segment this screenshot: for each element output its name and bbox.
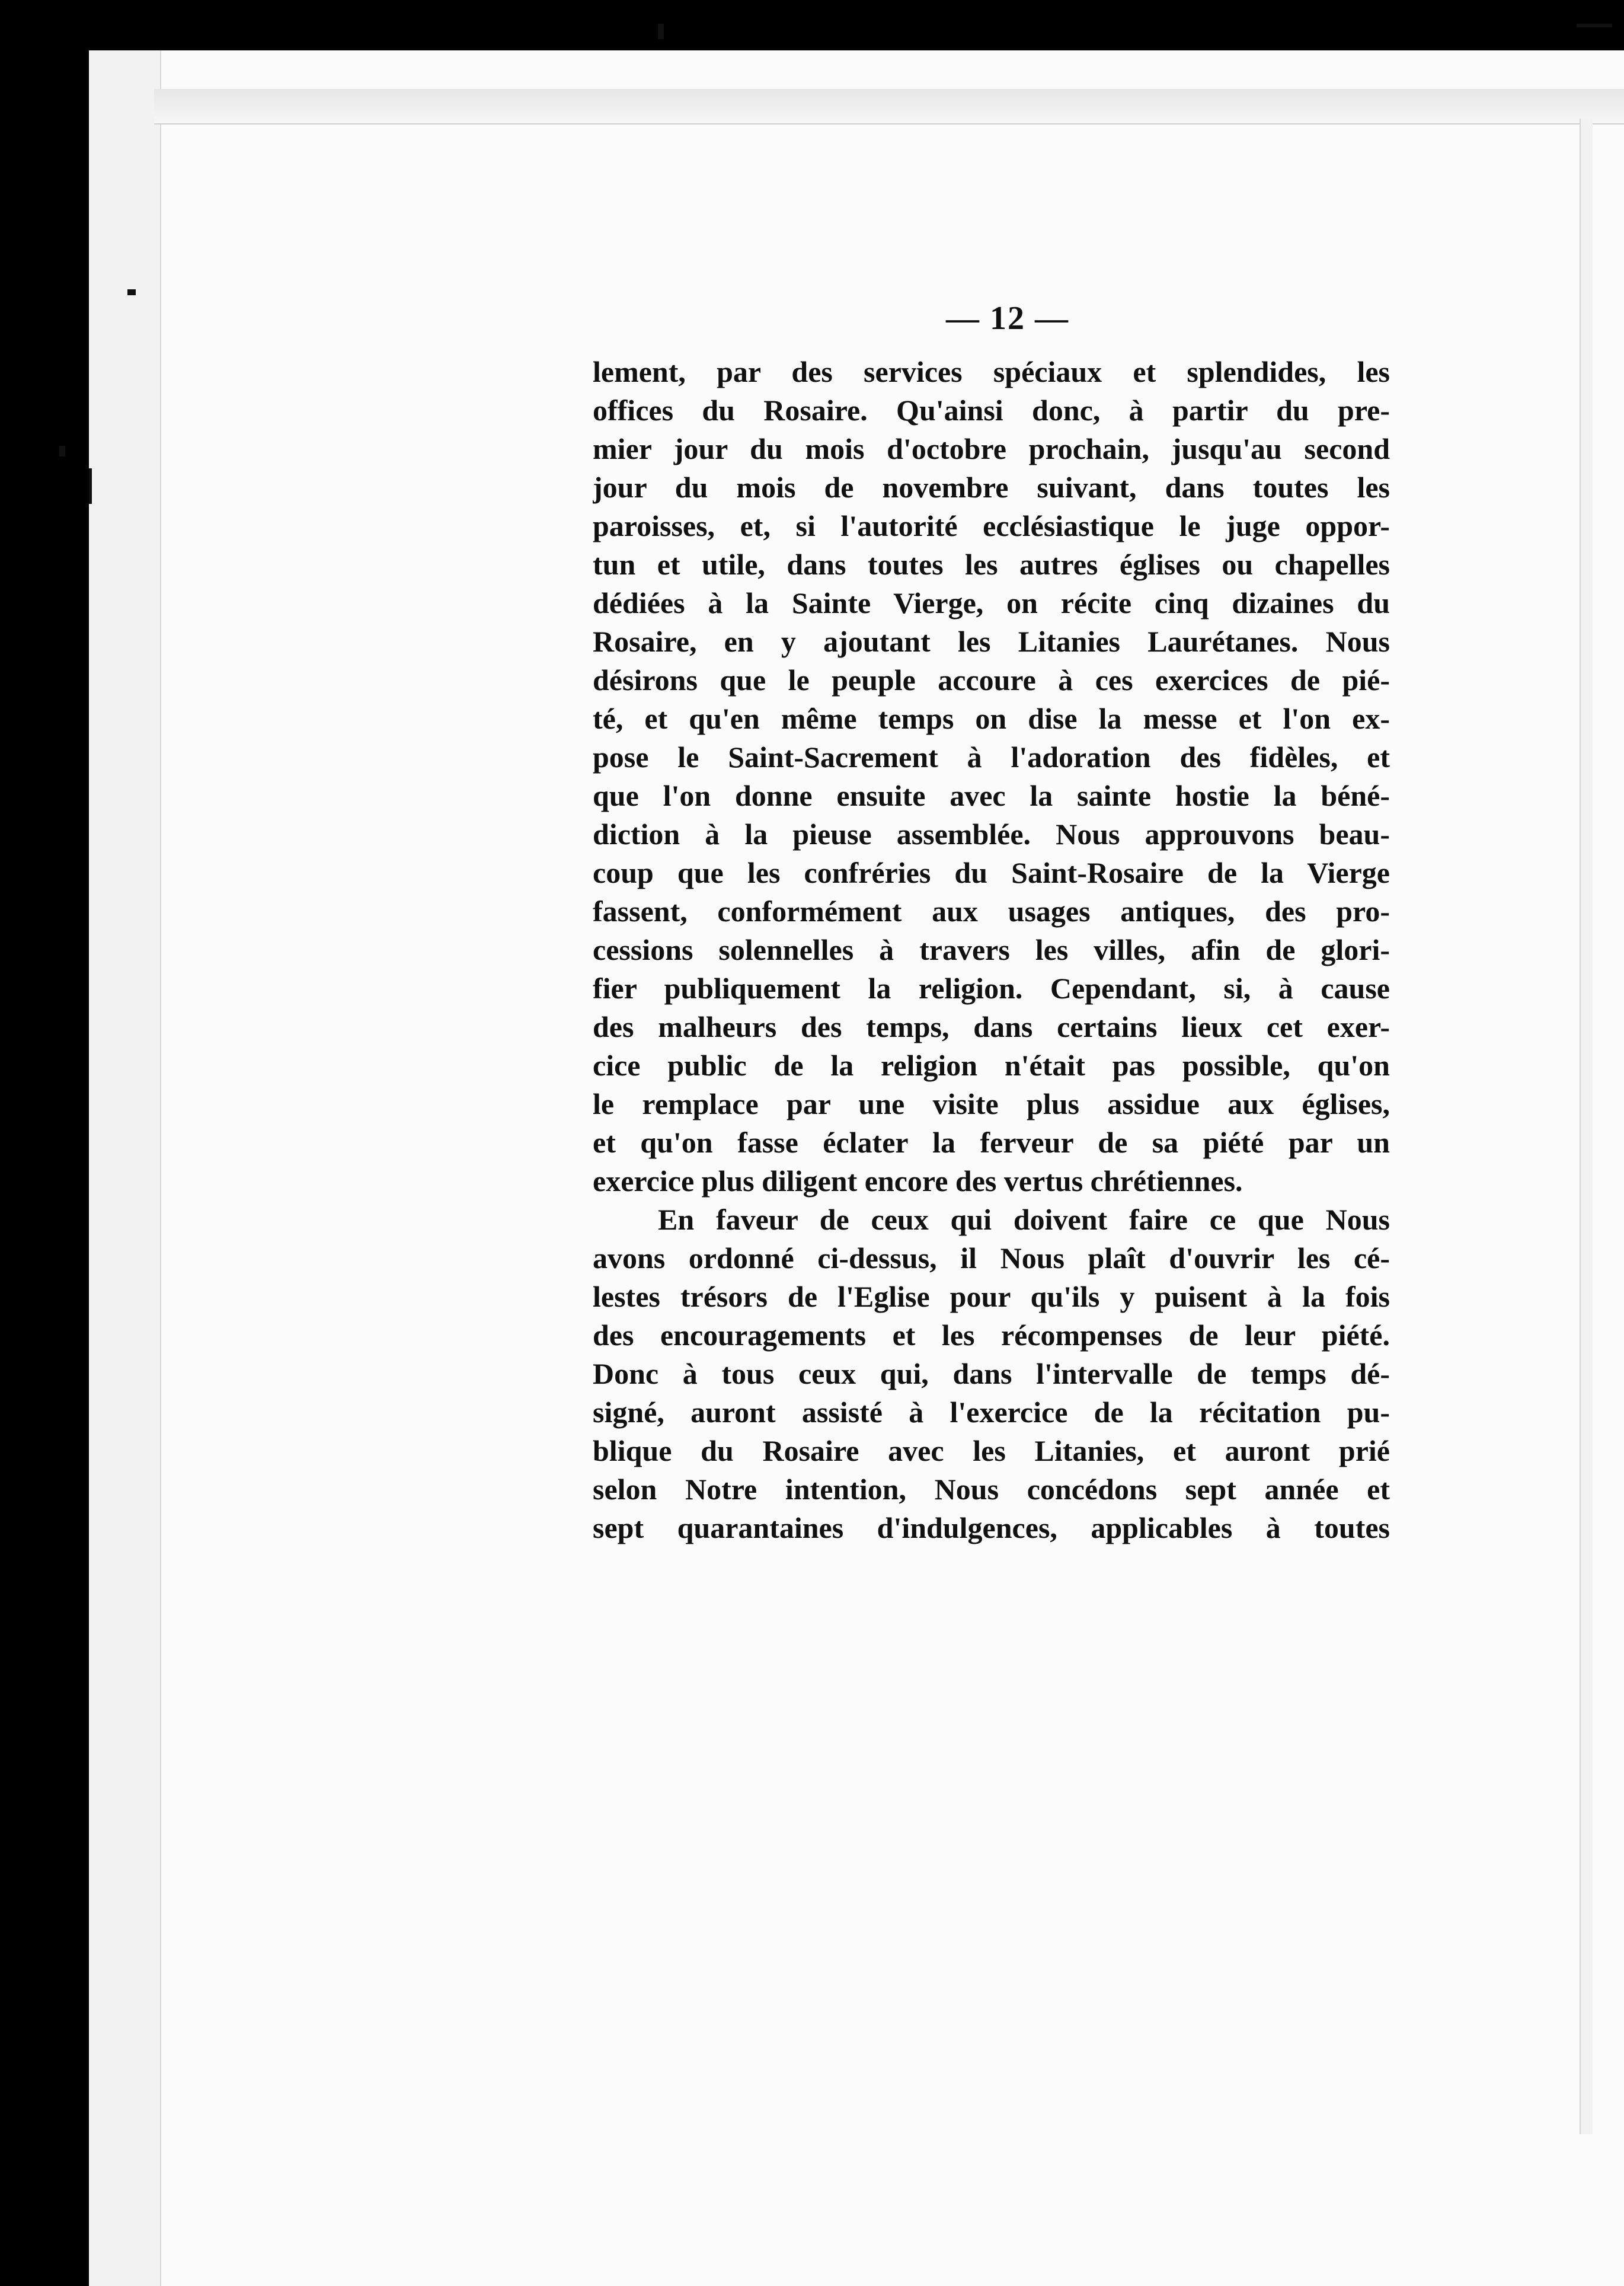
text-line: Donc à tous ceux qui, dans l'intervalle de temps dé- (593, 1357, 1390, 1390)
text-line: mier jour du mois d'octobre prochain, jusqu'au second (593, 432, 1390, 465)
text-line: diction à la pieuse assemblée. Nous approuvons beau- (593, 818, 1390, 851)
text-line: fier publiquement la religion. Cependant, si, à cause (593, 972, 1390, 1005)
text-line: pose le Saint-Sacrement à l'adoration des fidèles, et (593, 740, 1390, 774)
text-line: le remplace par une visite plus assidue aux églises, (593, 1087, 1390, 1120)
text-line: et qu'on fasse éclater la ferveur de sa piété par un (593, 1126, 1390, 1159)
text-line: signé, auront assisté à l'exercice de la récitation pu- (593, 1396, 1390, 1429)
scan-speck (89, 468, 92, 504)
page-right-edge (1580, 119, 1593, 2134)
scan-speck (658, 24, 664, 39)
text-line: que l'on donne ensuite avec la sainte hostie la béné- (593, 779, 1390, 812)
text-line: tun et utile, dans toutes les autres églises ou chapelles (593, 548, 1390, 581)
scan-speck (1577, 24, 1612, 27)
text-line: sept quarantaines d'indulgences, applicables à toutes (593, 1511, 1390, 1544)
scan-speck (59, 446, 65, 456)
text-line: fassent, conformément aux usages antiques, des pro- (593, 895, 1390, 928)
page-number: — 12 — (946, 300, 1069, 337)
text-line: offices du Rosaire. Qu'ainsi donc, à partir du pre- (593, 394, 1390, 427)
text-line: En faveur de ceux qui doivent faire ce que Nous (658, 1203, 1390, 1236)
text-line: désirons que le peuple accoure à ces exercices de pié- (593, 663, 1390, 697)
text-line: Rosaire, en y ajoutant les Litanies Laurétanes. Nous (593, 625, 1390, 658)
text-line: paroisses, et, si l'autorité ecclésiastique le juge oppor- (593, 509, 1390, 542)
text-line: dédiées à la Sainte Vierge, on récite cinq dizaines du (593, 586, 1390, 620)
page-top-sheet-edges (154, 89, 1624, 124)
text-line: blique du Rosaire avec les Litanies, et auront prié (593, 1434, 1390, 1467)
text-line: lestes trésors de l'Eglise pour qu'ils y puisent à la fois (593, 1280, 1390, 1313)
text-line: cessions solennelles à travers les villes, afin de glori- (593, 933, 1390, 966)
scan-speck (127, 289, 136, 295)
text-line: lement, par des services spéciaux et splendides, les (593, 355, 1390, 388)
text-line: té, et qu'en même temps on dise la messe et l'on ex- (593, 702, 1390, 735)
body-text (593, 353, 1390, 1547)
text-line: avons ordonné ci-dessus, il Nous plaît d'ouvrir les cé- (593, 1241, 1390, 1275)
page-left-fold (89, 50, 161, 2286)
text-line: exercice plus diligent encore des vertus chrétiennes. (593, 1164, 1243, 1198)
text-line: selon Notre intention, Nous concédons sept année et (593, 1473, 1390, 1506)
text-line: coup que les confréries du Saint-Rosaire de la Vierge (593, 856, 1390, 889)
text-line: jour du mois de novembre suivant, dans toutes les (593, 471, 1390, 504)
text-line: cice public de la religion n'était pas possible, qu'on (593, 1049, 1390, 1082)
text-line: des encouragements et les récompenses de leur piété. (593, 1318, 1390, 1352)
text-line: des malheurs des temps, dans certains lieux cet exer- (593, 1010, 1390, 1043)
